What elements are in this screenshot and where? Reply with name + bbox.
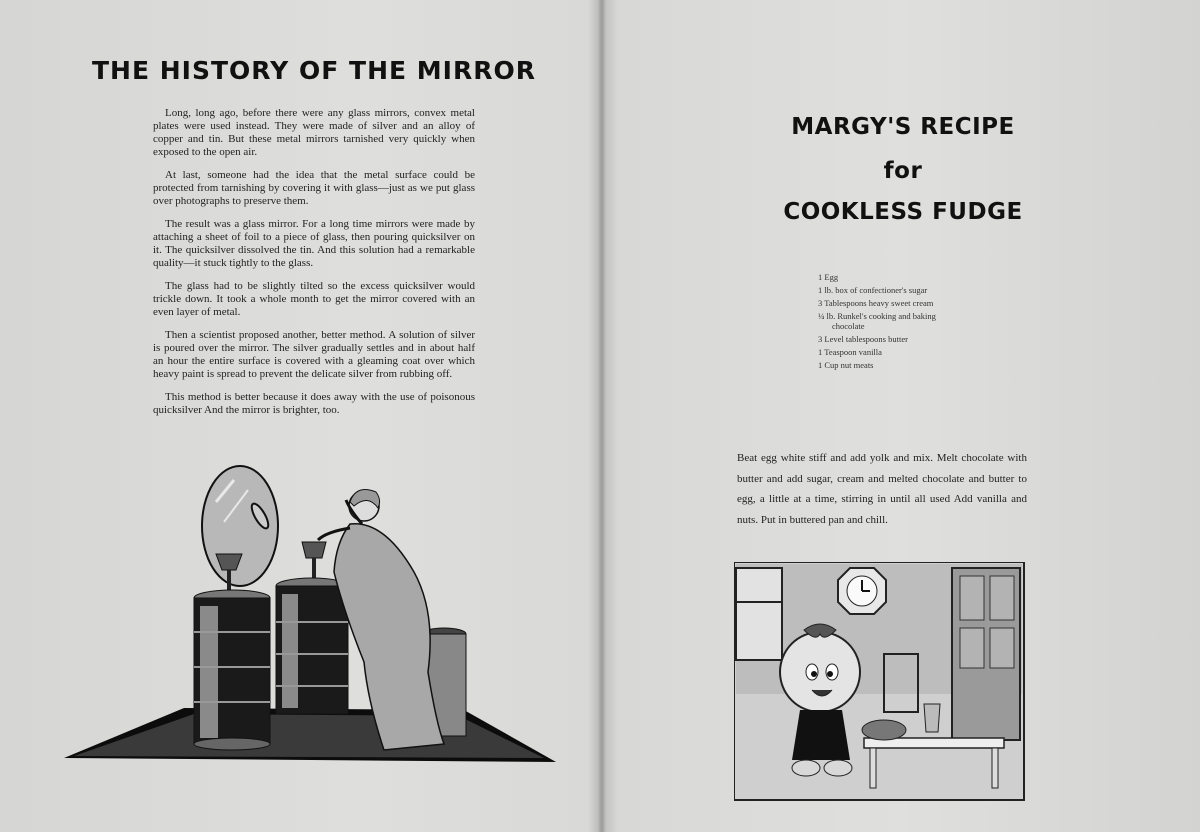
ingredient-item: 3 Level tablespoons butter xyxy=(818,334,908,344)
cabinet-panel xyxy=(200,606,218,738)
margy-shoe xyxy=(792,760,820,776)
ingredient-item: 1 Cup nut meats xyxy=(818,360,874,370)
ingredient-item: 1 lb. box of confectioner's sugar xyxy=(818,285,928,295)
cabinet-panel xyxy=(282,594,298,708)
paragraph: At last, someone had the idea that the metal surface could be protected from tarnishing by covering it with glass—just as we put glass over photographs to preserve them. xyxy=(153,169,475,207)
door-panel xyxy=(990,628,1014,668)
margy-head xyxy=(780,632,860,712)
recipe-method: Beat egg white stiff and add yolk and mix. Melt chocolate with butter and add sugar, cream and melted chocolate and butter to egg, a little at a time, stirring in until all used Add vanilla and nuts. Put in buttered pan and chill. xyxy=(737,452,1027,526)
paragraph: The result was a glass mirror. For a long time mirrors were made by attaching a sheet of foil to a piece of glass, then pouring quicksilver on it. The quicksilver dissolved the tin. And this solution had a remarkable quality—it stuck tightly to the glass. xyxy=(153,218,475,269)
right-page xyxy=(606,0,1200,832)
table-leg xyxy=(992,748,998,788)
ingredient-item: 3 Tablespoons heavy sweet cream xyxy=(818,298,934,308)
window xyxy=(736,568,782,660)
margy-pupil xyxy=(811,671,817,677)
kitchen-illustration xyxy=(734,562,1026,802)
recipe-title-for: for xyxy=(883,158,923,184)
paragraph: Then a scientist proposed another, better method. A solution of silver is poured over the mirror. The silver gradually settles and in about half an hour the entire surface is covered with a gleaming coat over which heavy paint is spread to prevent the delicate silver from rubbing off. xyxy=(153,329,475,380)
door-panel xyxy=(960,576,984,620)
ingredient-item: 1 Teaspoon vanilla xyxy=(818,347,882,357)
recipe-title: MARGY'S RECIPE xyxy=(791,114,1015,140)
paragraph: Long, long ago, before there were any glass mirrors, convex metal plates were used instead. They were made of silver and an alloy of copper and tin. But these metal mirrors tarnished very quickly when exposed to the open air. xyxy=(153,107,475,158)
table-leg xyxy=(870,748,876,788)
mirror-history-title: THE HISTORY OF THE MIRROR xyxy=(92,56,536,85)
mixing-bowl xyxy=(862,720,906,740)
ingredient-item: 1 Egg xyxy=(818,272,839,282)
ingredient-item: ¼ lb. Runkel's cooking and baking chocolate xyxy=(818,311,936,331)
ingredients-list xyxy=(818,272,954,373)
margy-shoe xyxy=(824,760,852,776)
door-panel xyxy=(960,628,984,668)
door-panel xyxy=(990,576,1014,620)
pitcher xyxy=(924,704,940,732)
mirror-history-text xyxy=(153,107,475,427)
recipe-title-dish: COOKLESS FUDGE xyxy=(783,199,1023,225)
vanity-illustration xyxy=(64,462,558,764)
paragraph: The glass had to be slightly tilted so the excess quicksilver would trickle down. It took a whole month to get the mirror covered with an even layer of metal. xyxy=(153,280,475,318)
margy-pupil xyxy=(827,671,833,677)
lamp-stem xyxy=(312,558,316,580)
paragraph: This method is better because it does away with the use of poisonous quicksilver And the mirror is brighter, too. xyxy=(153,391,475,416)
margy-dress xyxy=(792,710,850,760)
lamp-shade xyxy=(302,542,326,558)
cabinet-base xyxy=(194,738,270,750)
